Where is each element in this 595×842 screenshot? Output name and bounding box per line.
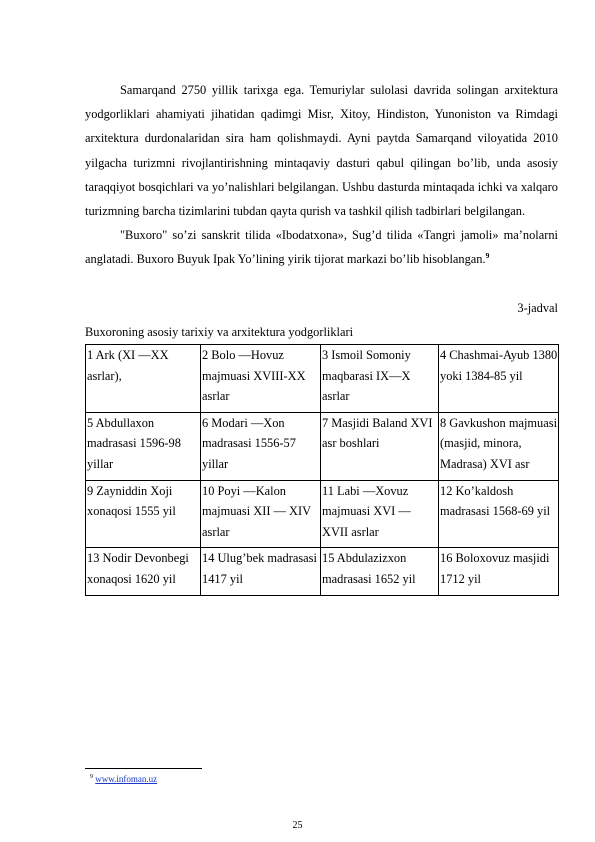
paragraph-samarqand: Samarqand 2750 yillik tarixga ega. Temuriylar sulolasi davrida solingan arxitektura yodgorliklari ahamiyati jihatidan qadimgi Misr, Xitoy, Hindiston, Yunoniston va Rimdagi arxitektura durdonalaridan sira ham qolishmaydi. Ayni paytda Samarqand viloyatida 2010 yilgacha turizmni rivojlantirishning mintaqaviy dasturi qabul qilingan bo’lib, unda asosiy taraqqiyot bosqichlari va yo’nalishlari belgilangan. Ushbu dasturda mintaqada ichki va xalqaro turizmning barcha tizimlarini tubdan qayta qurish va tashkil qilish tadbirlari belgilangan. [85, 83, 558, 219]
table-row [86, 412, 559, 480]
table-cell: 14 Ulug’bek madrasasi 1417 yil [201, 548, 321, 595]
table-cell: 10 Poyi —Kalon majmuasi XII — XIV asrlar [201, 480, 321, 548]
footnote-reference[interactable]: 9 [485, 251, 490, 261]
monuments-table [85, 344, 559, 596]
table-row [86, 480, 559, 548]
table-caption: Buxoroning asosiy tarixiy va arxitektura yodgorliklari [85, 324, 354, 339]
table-cell: 11 Labi —Xovuz majmuasi XVI — XVII asrlar [321, 480, 439, 548]
footnote-divider [85, 768, 202, 769]
table-cell: 9 Zayniddin Xoji xonaqosi 1555 yil [86, 480, 201, 548]
table-cell: 5 Abdullaxon madrasasi 1596-98 yillar [86, 412, 201, 480]
table-cell: 8 Gavkushon majmuasi (masjid, minora, Madrasa) XVI asr [439, 412, 559, 480]
table-cell: 13 Nodir Devonbegi xonaqosi 1620 yil [86, 548, 201, 595]
page-body [85, 78, 558, 596]
table-row [86, 548, 559, 595]
page-number: 25 [292, 820, 303, 831]
table-row [86, 345, 559, 413]
table-cell: 6 Modari —Xon madrasasi 1556-57 yillar [201, 412, 321, 480]
table-cell: 12 Ko’kaldosh madrasasi 1568-69 yil [439, 480, 559, 548]
table-cell: 2 Bolo —Hovuz majmuasi XVIII-XX asrlar [201, 345, 321, 413]
spacer [85, 272, 558, 296]
table-number: 3-jadval [517, 300, 558, 315]
footnote [90, 771, 157, 785]
table-cell: 7 Masjidi Baland XVI asr boshlari [321, 412, 439, 480]
footnote-link[interactable]: www.infoman.uz [95, 774, 158, 784]
table-cell: 1 Ark (XI —XX asrlar), [86, 345, 201, 413]
table-cell: 3 Ismoil Somoniy maqbarasi IX—X asrlar [321, 345, 439, 413]
table-cell: 15 Abdulazizxon madrasasi 1652 yil [321, 548, 439, 595]
table-cell: 16 Boloxovuz masjidi 1712 yil [439, 548, 559, 595]
footnote-mark: 9 [90, 774, 93, 780]
table-cell: 4 Chashmai-Ayub 1380 yoki 1384-85 yil [439, 345, 559, 413]
paragraph-buxoro: "Buxoro" so’zi sanskrit tilida «Ibodatxona», Sug’d tilida «Tangri jamoli» ma’nolarni anglatadi. Buxoro Buyuk Ipak Yo’lining yirik tijorat markazi bo’lib hisoblangan.$^9$ [85, 228, 558, 267]
